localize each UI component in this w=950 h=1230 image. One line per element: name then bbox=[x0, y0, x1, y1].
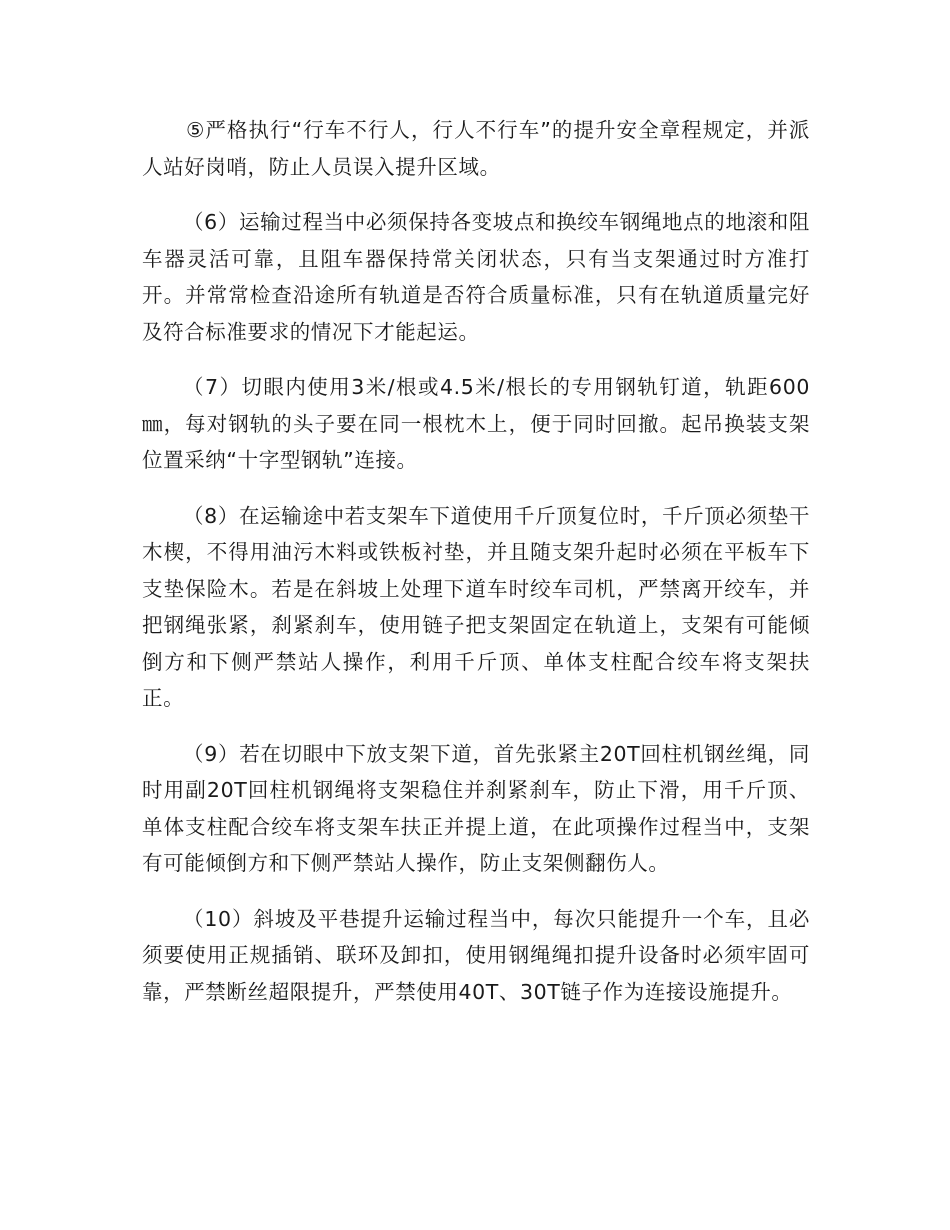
paragraph-7-rail-laying: （7）切眼内使用3米/根或4.5米/根长的专用钢轨钉道，轨距600㎜，每对钢轨的头子要在同一根枕木上，便于同时回撤。起吊换装支架位置采纳“十字型钢轨”连接。 bbox=[142, 375, 810, 472]
paragraph-9-support-lowering: （9）若在切眼中下放支架下道，首先张紧主20T回柱机钢丝绳，同时用副20T回柱机钢绳将支架稳住并刹紧刹车，防止下滑，用千斤顶、单体支柱配合绞车将支架车扶正并提上道，在此项操作过程当中，支架有可能倾倒方和下侧严禁站人操作，防止支架侧翻伤人。 bbox=[142, 741, 810, 875]
paragraph-5-safety-rule: ⑤严格执行“行车不行人，行人不行车”的提升安全章程规定，并派人站好岗哨，防止人员误入提升区域。 bbox=[142, 118, 810, 179]
document-body bbox=[142, 112, 810, 1029]
paragraph-8-derailment-recovery: （8）在运输途中若支架车下道使用千斤顶复位时，千斤顶必须垫干木楔，不得用油污木料或铁板衬垫，并且随支架升起时必须在平板车下支垫保险木。若是在斜坡上处理下道车时绞车司机，严禁离开绞车，并把钢绳张紧，刹紧刹车，使用链子把支架固定在轨道上，支架有可能倾倒方和下侧严禁站人操作，利用千斤顶、单体支柱配合绞车将支架扶正。 bbox=[142, 503, 810, 710]
paragraph-10-hoisting-rules: （10）斜坡及平巷提升运输过程当中，每次只能提升一个车，且必须要使用正规插销、联环及卸扣，使用钢绳绳扣提升设备时必须牢固可靠，严禁断丝超限提升，严禁使用40T、30T链子作为连接设施提升。 bbox=[142, 906, 810, 1004]
paragraph-6-transport-check: （6）运输过程当中必须保持各变坡点和换绞车钢绳地点的地滚和阻车器灵活可靠，且阻车器保持常关闭状态，只有当支架通过时方准打开。并常常检查沿途所有轨道是否符合质量标准，只有在轨道质量完好及符合标准要求的情况下才能起运。 bbox=[142, 210, 810, 344]
